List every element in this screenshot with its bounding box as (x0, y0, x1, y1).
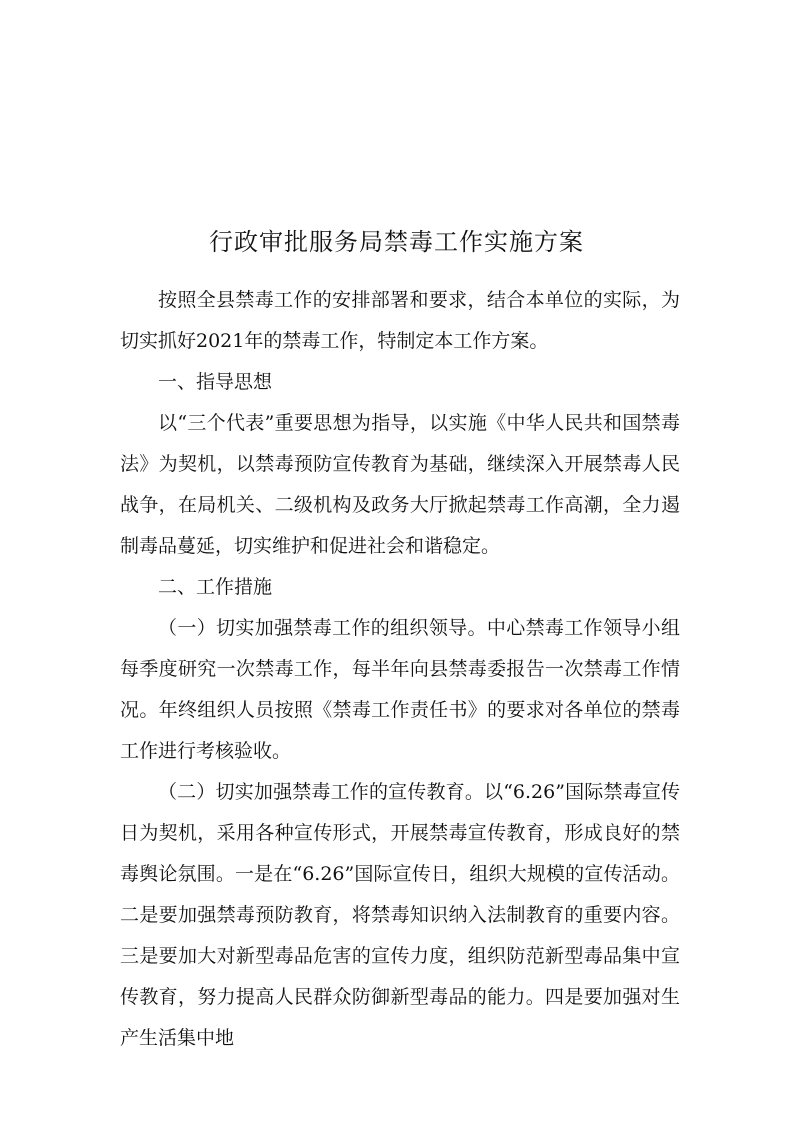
guiding-ideology-paragraph: 以“三个代表”重要思想为指导，以实施《中华人民共和国禁毒法》为契机，以禁毒预防宣传教育为基础，继续深入开展禁毒人民战争，在局机关、二级机构及政务大厅掀起禁毒工作高潮，全力遏制毒品蔓延，切实维护和促进社会和谐稳定。 (120, 412, 680, 557)
measure-publicity-paragraph: （二）切实加强禁毒工作的宣传教育。以“6.26”国际禁毒宣传日为契机，采用各种宣传形式，开展禁毒宣传教育，形成良好的禁毒舆论氛围。一是在“6.26”国际宣传日，组织大规模的宣传活动。二是要加强禁毒预防教育，将禁毒知识纳入法制教育的重要内容。三是要加大对新型毒品危害的宣传力度，组织防范新型毒品集中宣传教育，努力提高人民群众防御新型毒品的能力。四是要加强对生产生活集中地 (120, 781, 680, 1049)
section-heading-work-measures: 二、工作措施 (158, 576, 273, 598)
section-heading-guiding-ideology: 一、指导思想 (158, 371, 273, 393)
document-body (120, 280, 680, 1059)
document-title: 行政审批服务局禁毒工作实施方案 (209, 228, 584, 256)
intro-paragraph: 按照全县禁毒工作的安排部署和要求，结合本单位的实际，为切实抓好2021年的禁毒工作，特制定本工作方案。 (120, 289, 680, 352)
measure-organization-paragraph: （一）切实加强禁毒工作的组织领导。中心禁毒工作领导小组每季度研究一次禁毒工作，每半年向县禁毒委报告一次禁毒工作情况。年终组织人员按照《禁毒工作责任书》的要求对各单位的禁毒工作进行考核验收。 (120, 617, 680, 762)
